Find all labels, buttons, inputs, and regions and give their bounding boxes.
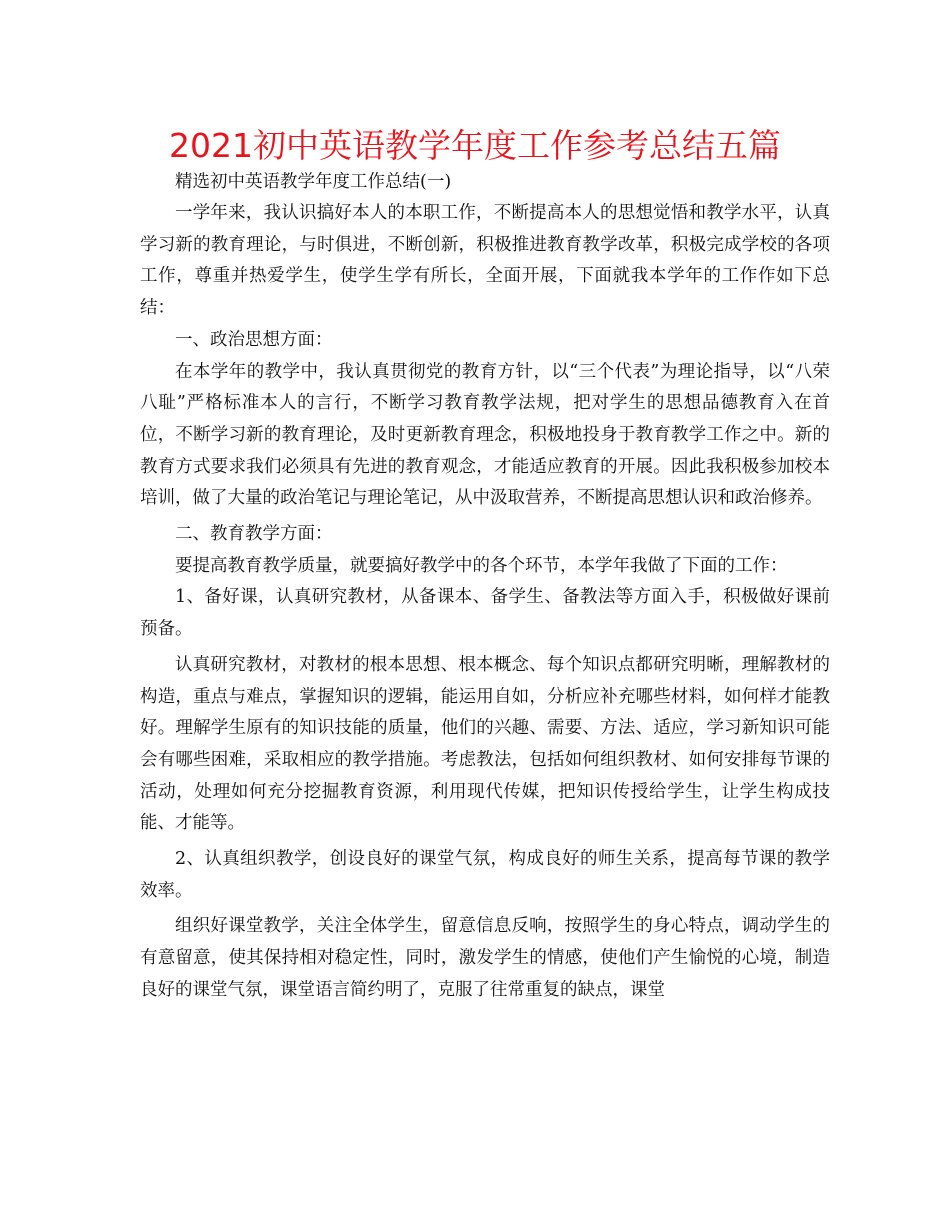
paragraph-political: 在本学年的教学中，我认真贯彻党的教育方针，以“三个代表”为理论指导，以“八荣八耻”严格标准本人的言行，不断学习教育教学法规，把对学生的思想品德教育入在首位，不断学习新的教育理论，及时更新教育理念，积极地投身于教育教学工作之中。新的教育方式要求我们必须具有先进的教育观念，才能适应教育的开展。因此我积极参加校本培训，做了大量的政治笔记与理论笔记，从中汲取营养，不断提高思想认识和政治修养。 [140, 361, 830, 509]
document-title: 2021初中英语教学年度工作参考总结五篇 [169, 126, 781, 165]
document-body [140, 167, 830, 1007]
paragraph-item-2: 2、认真组织教学，创设良好的课堂气氛，构成良好的师生关系，提高每节课的教学效率。 [140, 849, 830, 901]
paragraph-teaching-intro: 要提高教育教学质量，就要搞好教学中的各个环节，本学年我做了下面的工作： [175, 555, 788, 576]
heading-teaching: 二、教育教学方面： [175, 524, 333, 545]
paragraph-classroom: 组织好课堂教学，关注全体学生，留意信息反响，按照学生的身心特点，调动学生的有意留意，使其保持相对稳定性，同时，激发学生的情感，使他们产生愉悦的心境，制造良好的课堂气氛，课堂语言简约明了，克服了往常重复的缺点，课堂 [140, 916, 830, 1000]
paragraph-item-1: 1、备好课，认真研究教材，从备课本、备学生、备教法等方面入手，积极做好课前预备。 [140, 587, 830, 640]
paragraph-intro: 一学年来，我认识搞好本人的本职工作，不断提高本人的思想觉悟和教学水平，认真学习新的教育理论，与时俱进，不断创新，积极推进教育教学改革，积极完成学校的各项工作，尊重并热爱学生，使学生学有所长，全面开展，下面就我本学年的工作作如下总结： [140, 203, 830, 319]
paragraph-study-material: 认真研究教材，对教材的根本思想、根本概念、每个知识点都研究明晰，理解教材的构造，重点与难点，掌握知识的逻辑，能运用自如，分析应补充哪些材料，如何样才能教好。理解学生原有的知识技能的质量，他们的兴趣、需要、方法、适应，学习新知识可能会有哪些困难，采取相应的教学措施。考虑教法，包括如何组织教材、如何安排每节课的活动，处理如何充分挖掘教育资源，利用现代传媒，把知识传授给学生，让学生构成技能、才能等。 [140, 654, 830, 834]
section-subtitle: 精选初中英语教学年度工作总结(一) [175, 172, 452, 192]
heading-political: 一、政治思想方面： [175, 329, 333, 350]
